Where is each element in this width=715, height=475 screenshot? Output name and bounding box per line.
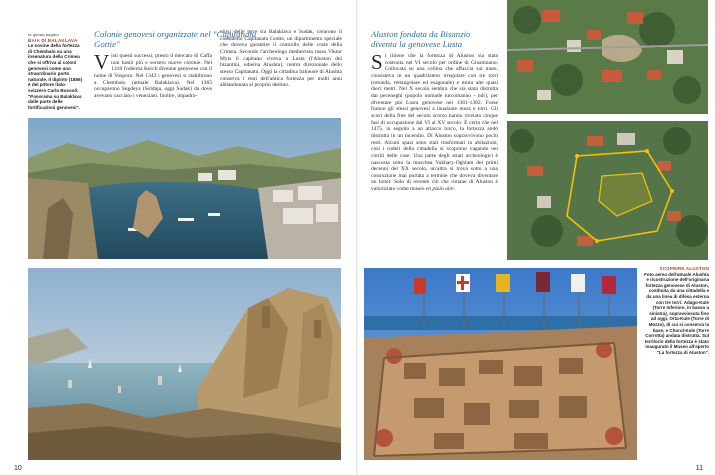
dropcap-s: S [371,50,383,74]
balaklava-bay-photo [28,118,341,259]
article-column-right [371,50,498,193]
page-gutter [356,0,358,475]
bossoli-painting [28,268,341,460]
article-column-2 [220,29,342,89]
aerial-photo-town [507,0,708,114]
page-number-right: 11 [695,465,703,472]
caption-label: BAIA DI BALAKLAVA [28,37,78,43]
aluston-caption [643,266,709,356]
dropcap-v: V [94,50,110,74]
caption-text: Le sovine della fortezza di Chembalo su una insenatura della Crimea che si offriva ai coloni genovesi come uno straordinario porto naturale. Il dipinto (1856) è del pittore italo-svizzero Carlo Bossoli: "Panorama su Balaklava dalle parte delle fortificazioni genovesi". [28,43,83,110]
aerial-town-graphic [507,0,708,114]
right-column-text: i ritiene che la fortezza di Aluston sia stata costruita nel VI secolo per ordine di Giustiniano. Collocata su una collina che affaccia sul mare, consisteva in un quadrilatero irregolare con tre torri (rotonda, rettangolare ed esagonale) e mura alte quasi dieci metri. Nel X secolo sembra che sia stata distrutta dai peceneghi (popolo nomade turcomanno - ndr), per diventare poi Lusta genovese nel 1381-1382. Forse furono gli stessi genovesi a innalzare mura e torri. Gli scavi della fine del secolo scorso hanno rivelato cinque fasi di occupazione dal VI al XV secolo. È certo che nel 1475, in seguito a un attacco turco, la fortezza andò distrutta in un incendio. Di Aluston sopravvivono pochi resti. Alcuni spazi sono stati trasformati in abitazioni, così i ruderi della cittadella si scoprono vagando nei cortili delle case. Una parte degli strati archeologici è nascosta sotto la moschea Yukhary-Oghlam dei primi decenni del XX secolo, un'altra si trova sotto a una costruzione mai portata a termine che doveva diventare un hotel. Solo di recente ciò che rimane di Aluston è valorizzato come museo [371,53,498,193]
article-heading-left: Colonie genovesi organizzate nel "Capitanatu Gottie" [94,29,257,49]
article-heading-right: Aluston fondata da Bisanzio diventa la genovese Lusta [371,29,471,49]
right-column-end: . [453,186,456,193]
column-1-text: isti questi successi, presto il mercato di Caffa non bastò più e sorsero nuove colonie. Nel 1318 l'odierna Kerch divenne genovese con il nome di Vosporo. Nel 1343 i genovesi si stabilirono a Chembalo (attuale Balaklava). Nel 1365 occuparono Sugdeya (Soldaja, oggi Sudak) da dove avevano cacciato i veneziani. Inoltre, impadro- [94,53,212,99]
page-number-left: 10 [14,465,22,472]
painting-graphic [28,268,341,460]
column-2-text: nitisi delle terre tra Balaklava e Sudak, crearono il cosiddetto Capitanatu Gottie, un dipartimento speciale che doveva garantire il controllo delle coste della Crimea. Secondo l'archeologo medievista russo Viktor Myts il capitano viveva a Lusta (l'Aluston dei bizantini, odierna Alushta), centro direzionale dello stesso Capitanatu. Oggi la cittadina balneare di Alushta conserva i resti dell'antica fortezza per molti anni abbandonata al proprio destino. [220,29,342,89]
aerial-photo-fortress-outline [507,121,708,260]
caption-kicker: in questa pagina [28,32,59,37]
balaklava-caption [28,32,84,110]
museum-graphic [364,268,637,460]
aluston-caption-text: Foto aerea dell'attuale Alushta e ricostruzione dell'originaria fortezza genovese di Aluston, costituita da una cittadella e da una linea di difesa esterna con tre torri: Adago-Kule (Torre Inferiore, in basso a sinistra), sopravvissuta fino ad oggi, Orta-Kule (Torre di Mezzo), di cui si conserva la base, e Chorul-Kule (Torre Corrotta) andata distrutta. Sul territorio della fortezza è stato inaugurato il Museo all'aperto "La fortezza di Aluston". [644,271,709,355]
fortress-outline-graphic [507,121,708,260]
right-column-italic: en plain aire [425,186,454,193]
bay-photo-graphic [28,118,341,259]
aluston-caption-label: SCOPRIRE ALUSTON [659,266,709,271]
museum-reconstruction-photo [364,268,637,460]
article-column-1 [94,50,212,100]
